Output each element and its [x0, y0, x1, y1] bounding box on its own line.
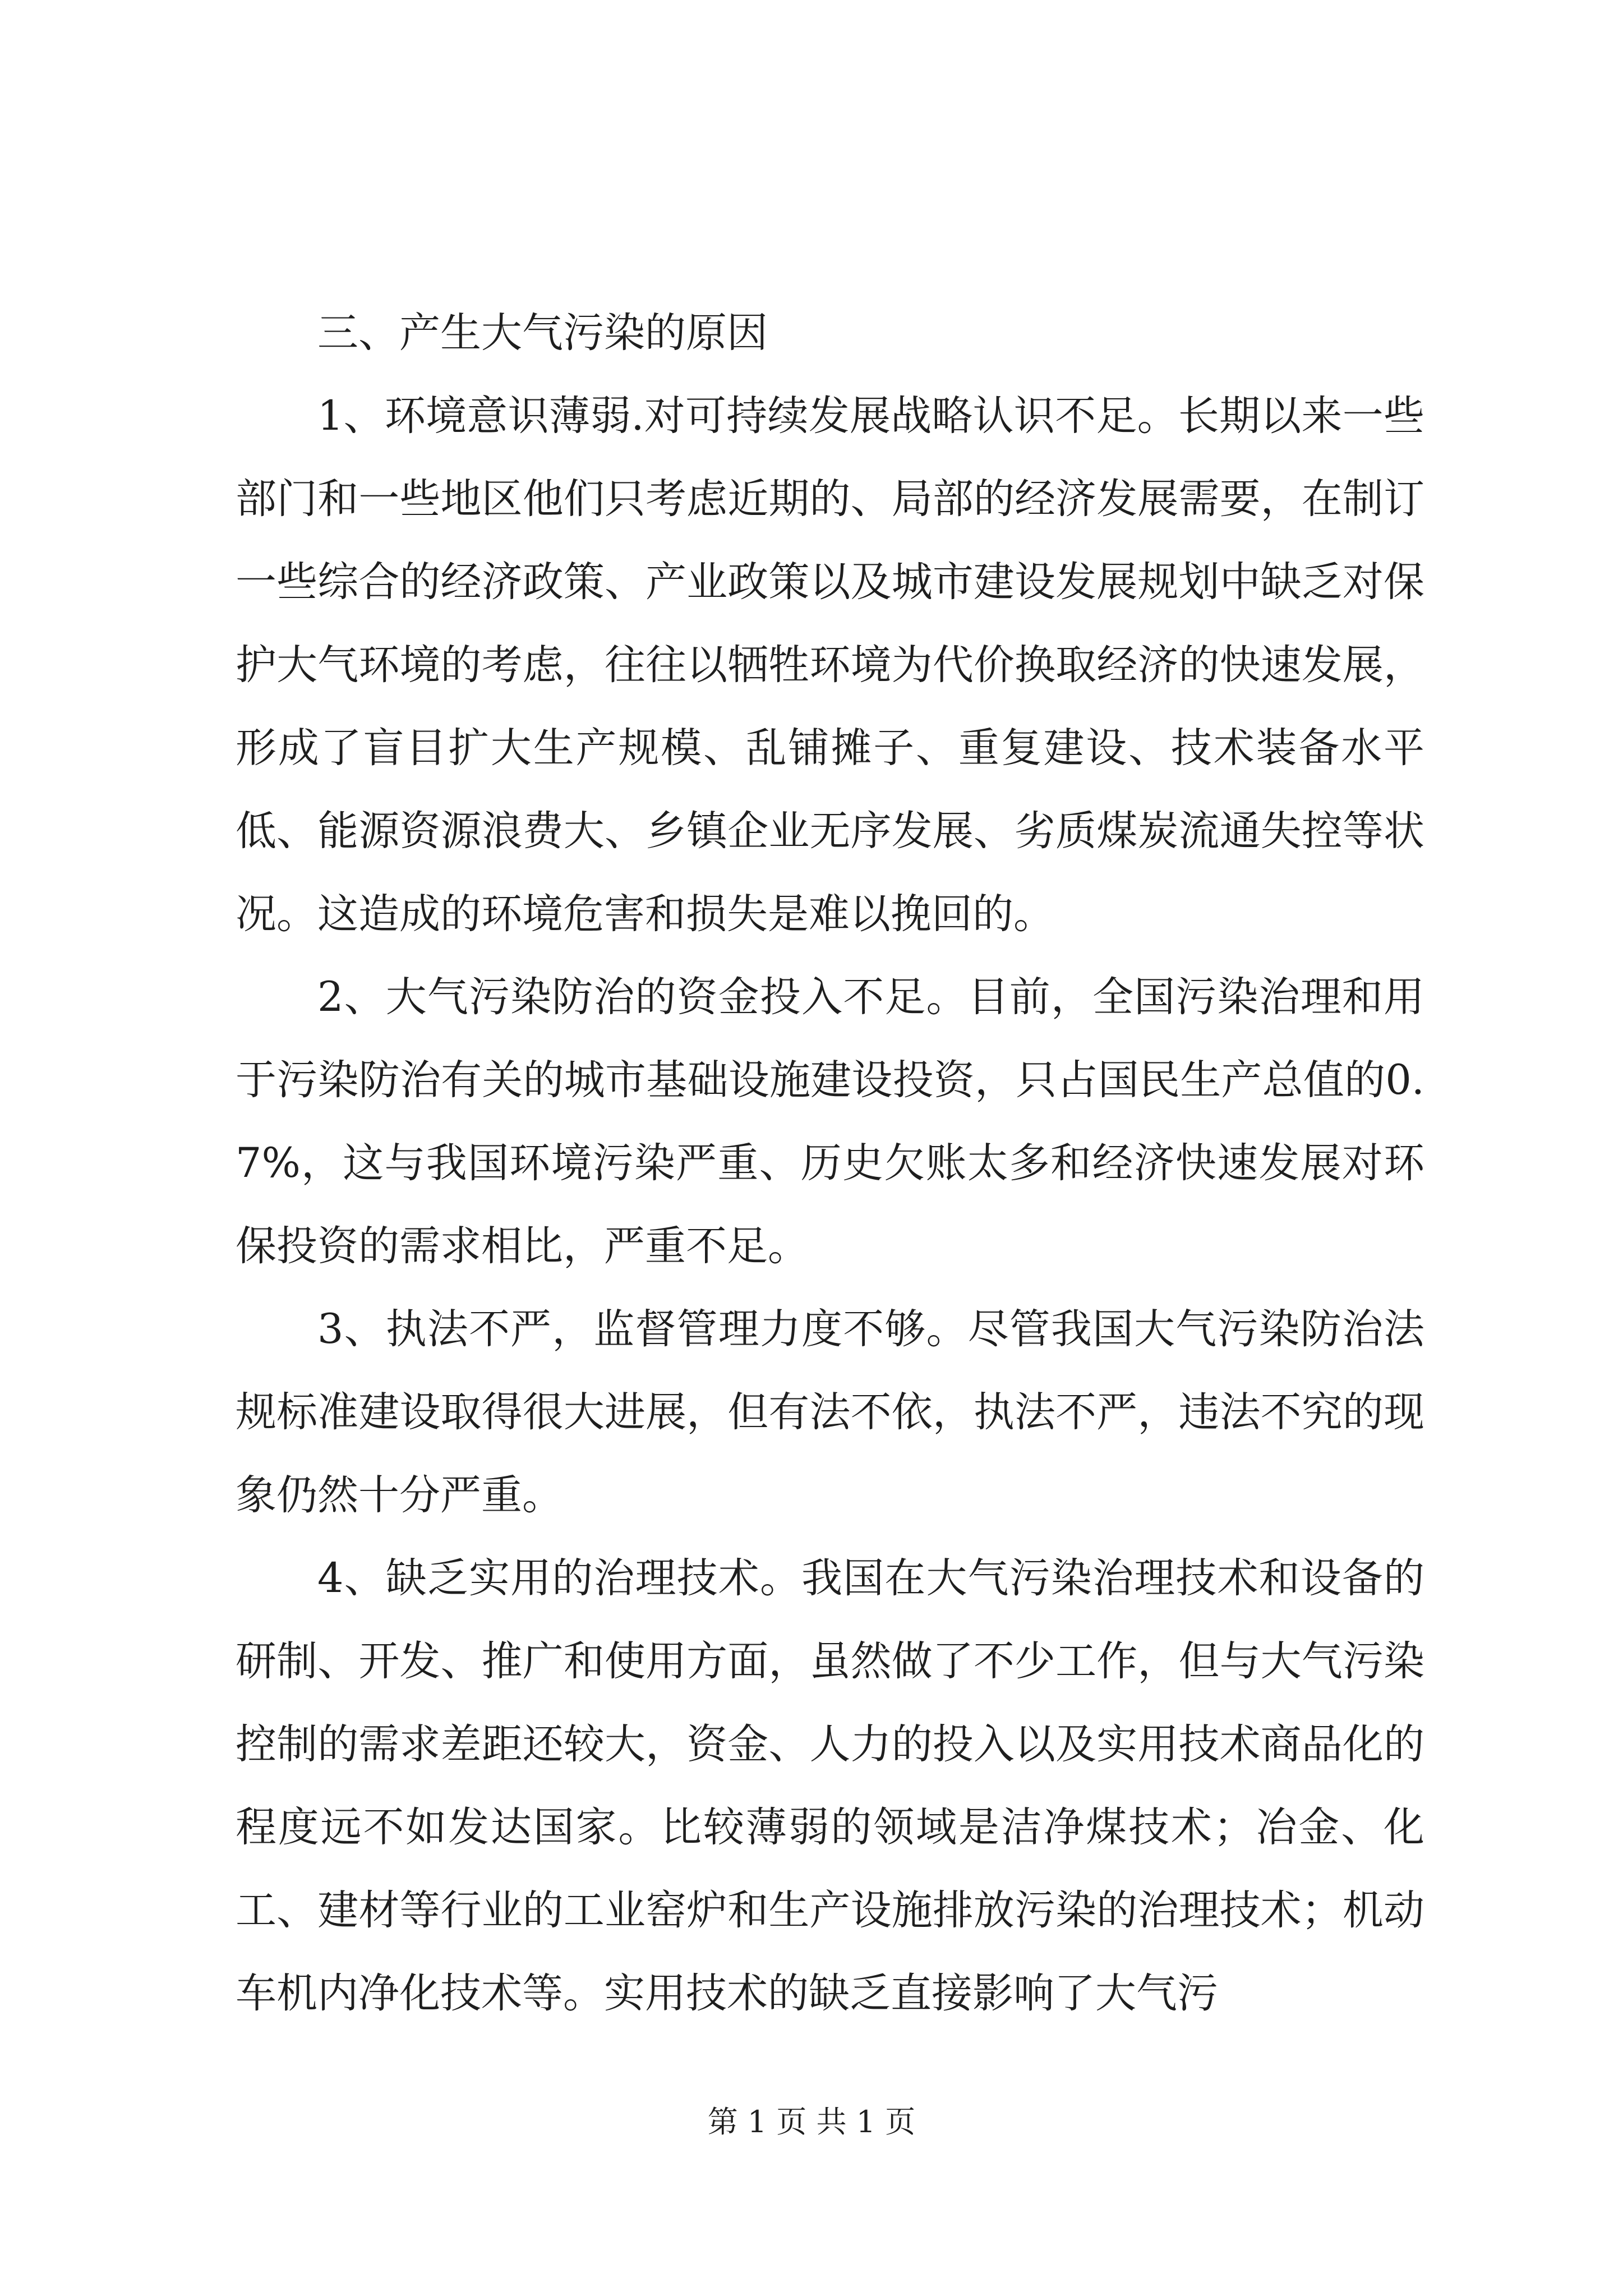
- document-body: [236, 292, 1424, 2035]
- paragraph-4: 4、缺乏实用的治理技术。我国在大气污染治理技术和设备的研制、开发、推广和使用方面，虽然做了不少工作，但与大气污染控制的需求差距还较大，资金、人力的投入以及实用技术商品化的程度远不如发达国家。比较薄弱的领域是洁净煤技术；冶金、化工、建材等行业的工业窑炉和生产设施排放污染的治理技术；机动车机内净化技术等。实用技术的缺乏直接影响了大气污: [236, 1554, 1424, 2017]
- section-heading: 三、产生大气污染的原因: [317, 309, 768, 357]
- paragraph-1: 1、环境意识薄弱.对可持续发展战略认识不足。长期以来一些部门和一些地区他们只考虑近期的、局部的经济发展需要，在制订一些综合的经济政策、产业政策以及城市建设发展规划中缺乏对保护大气环境的考虑，往往以牺牲环境为代价换取经济的快速发展，形成了盲目扩大生产规模、乱铺摊子、重复建设、技术装备水平低、能源资源浪费大、乡镇企业无序发展、劣质煤炭流通失控等状况。这造成的环境危害和损失是难以挽回的。: [236, 392, 1424, 938]
- page-footer: 第 1 页 共 1 页: [707, 2104, 916, 2139]
- paragraph-2: 2、大气污染防治的资金投入不足。目前，全国污染治理和用于污染防治有关的城市基础设施建设投资，只占国民生产总值的0.7%，这与我国环境污染严重、历史欠账太多和经济快速发展对环保投资的需求相比，严重不足。: [236, 973, 1424, 1270]
- paragraph-3: 3、执法不严，监督管理力度不够。尽管我国大气污染防治法规标准建设取得很大进展，但有法不依，执法不严，违法不究的现象仍然十分严重。: [236, 1305, 1424, 1519]
